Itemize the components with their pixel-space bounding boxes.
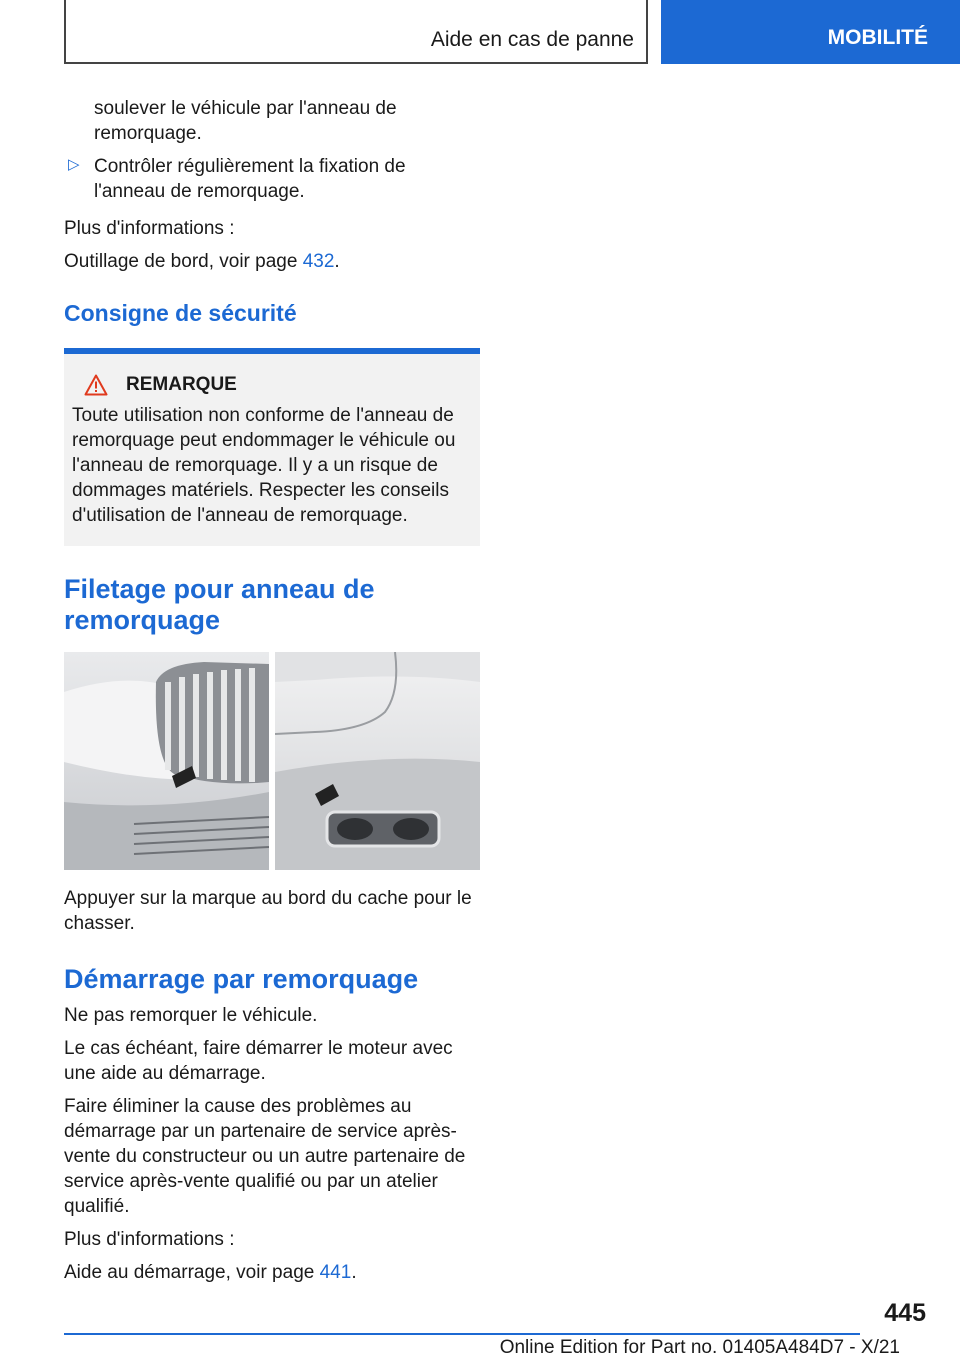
- header-chapter-tab: MOBILITÉ: [661, 0, 960, 64]
- bullet-text: Contrôler régulièrement la fixation de l'anneau de remorquage.: [94, 156, 406, 202]
- page-number: 445: [884, 1299, 926, 1327]
- page-link-432[interactable]: 432: [302, 251, 335, 272]
- triangle-bullet-icon: ▷: [68, 156, 80, 173]
- safety-heading: Consigne de sécurité: [64, 300, 297, 326]
- jump-cross-reference-text: Aide au démarrage, voir page: [64, 1262, 315, 1283]
- rear-bumper-image: [275, 652, 480, 870]
- cross-reference: [64, 249, 480, 274]
- cross-reference-end: .: [334, 251, 340, 272]
- jump-more-info-label: Plus d'informations :: [64, 1229, 235, 1250]
- notice-box: [64, 348, 480, 546]
- warning-triangle-icon: [84, 374, 108, 396]
- jump-paragraph-2: Le cas échéant, faire démarrer le moteur avec une aide au démarrage.: [64, 1038, 453, 1084]
- page-link-441[interactable]: 441: [319, 1262, 352, 1283]
- bullet-item: [64, 154, 480, 204]
- jump-paragraph-1: Ne pas remorquer le véhicule.: [64, 1005, 318, 1026]
- notice-label: REMARQUE: [126, 374, 237, 395]
- main-column: [64, 96, 480, 1285]
- jump-cross-reference: [64, 1260, 480, 1285]
- jump-paragraph-3: Faire éliminer la cause des problèmes au démarrage par un partenaire de service après-vente du constructeur ou un autre partenaire de service après-vente qualifié ou par un atelier qualifié.: [64, 1096, 466, 1217]
- jump-cross-reference-end: .: [351, 1262, 357, 1283]
- footer-divider: [64, 1333, 860, 1335]
- continued-paragraph: soulever le véhicule par l'anneau de remorquage.: [94, 98, 397, 144]
- jump-start-heading: Démarrage par remorquage: [64, 964, 419, 994]
- tow-eye-cover-illustration: [64, 652, 480, 870]
- notice-header: [72, 372, 472, 397]
- header-section-box: [64, 0, 648, 64]
- thread-heading: Filetage pour anneau de remorquage: [64, 574, 375, 635]
- header-section-title: Aide en cas de panne: [430, 28, 634, 51]
- more-info-label: Plus d'informations :: [64, 218, 235, 239]
- front-bumper-image: [64, 652, 269, 870]
- notice-text: Toute utilisation non conforme de l'anneau de remorquage peut endommager le véhicule ou l'anneau de remorquage. Il y a un risque de dommages matériels. Respecter les conseils d'utilisation de l'anneau de remorquage.: [72, 405, 456, 526]
- footer-edition: Online Edition for Part no. 01405A484D7 - X/21: [499, 1337, 900, 1358]
- cross-reference-text: Outillage de bord, voir page: [64, 251, 298, 272]
- image-caption: Appuyer sur la marque au bord du cache pour le chasser.: [64, 888, 472, 934]
